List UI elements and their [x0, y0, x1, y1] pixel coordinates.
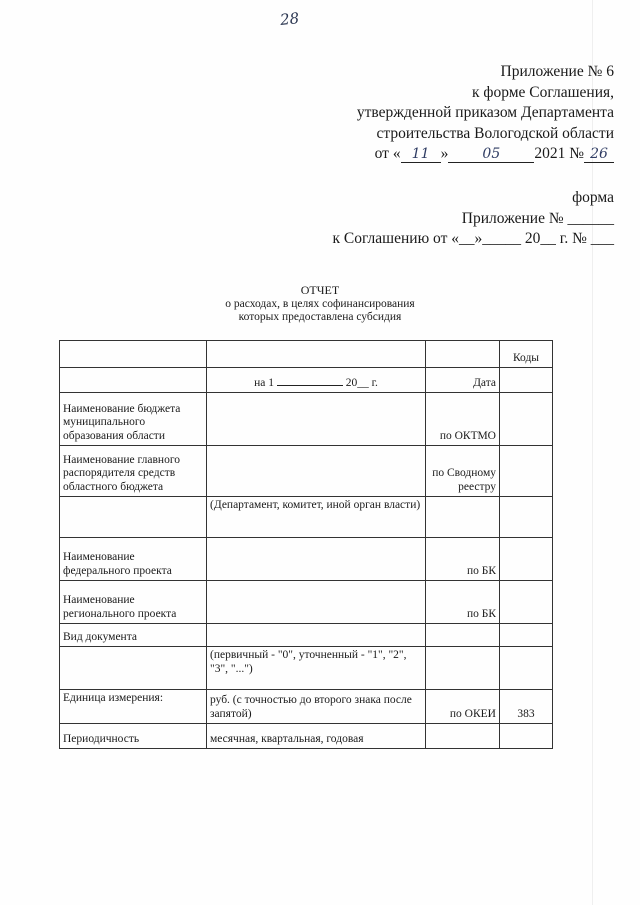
date-label: Дата	[426, 368, 500, 393]
table-row	[60, 368, 553, 393]
approval-block	[357, 62, 614, 165]
okei-code: 383	[500, 690, 553, 724]
approval-line-2: к форме Соглашения,	[472, 83, 614, 101]
periodicity-label: Периодичность	[60, 724, 207, 749]
table-cell	[207, 538, 426, 581]
codes-header: Коды	[500, 341, 553, 368]
table-row	[60, 446, 553, 497]
table-row	[60, 581, 553, 624]
table-row	[60, 690, 553, 724]
table-cell	[207, 393, 426, 446]
report-title-main: ОТЧЕТ	[300, 283, 340, 297]
approval-line-1: Приложение № 6	[500, 63, 614, 80]
grbs-name-label: Наименование главного распорядителя средств областного бюджета	[60, 446, 207, 497]
form-block	[332, 188, 614, 250]
handwritten-number: 26	[584, 146, 614, 163]
bk-code-cell	[500, 538, 553, 581]
table-cell	[500, 647, 553, 690]
svod-code-cell	[500, 446, 553, 497]
oktmo-label: по ОКТМО	[426, 393, 500, 446]
table-cell	[60, 368, 207, 393]
approval-date-line	[357, 144, 614, 165]
report-date-prefix: на 1	[254, 376, 274, 389]
table-cell	[60, 647, 207, 690]
svod-reestr-label: по Сводному реестру	[426, 446, 500, 497]
doc-type-hint: (первичный - "0", уточненный - "1", "2", "3", "...")	[207, 647, 426, 690]
federal-project-label: Наименование федерального проекта	[60, 538, 207, 581]
doc-type-label: Вид документа	[60, 624, 207, 647]
handwritten-page-number: 28	[279, 9, 300, 29]
periodicity-value: месячная, квартальная, годовая	[207, 724, 426, 749]
handwritten-day: 11	[401, 146, 441, 163]
table-cell	[426, 341, 500, 368]
approval-line-3: утвержденной приказом Департамента	[356, 104, 614, 121]
table-row	[60, 724, 553, 749]
table-cell	[426, 647, 500, 690]
table-cell	[207, 446, 426, 497]
bk-label-federal: по БК	[426, 538, 500, 581]
table-row	[60, 393, 553, 446]
okei-label: по ОКЕИ	[426, 690, 500, 724]
table-cell	[500, 624, 553, 647]
unit-value: руб. (с точностью до второго знака после запятой)	[207, 690, 426, 724]
table-row	[60, 497, 553, 538]
report-title-sub2: которых предоставлена субсидия	[238, 311, 402, 323]
table-cell	[500, 724, 553, 749]
report-date-suffix: 20__ г.	[345, 376, 378, 389]
date-prefix: от «	[374, 145, 401, 162]
unit-label: Единица измерения:	[60, 690, 207, 724]
approval-line-4: строительства Вологодской области	[376, 124, 614, 142]
table-cell	[426, 497, 500, 538]
table-cell	[207, 581, 426, 624]
table-row	[60, 624, 553, 647]
table-cell	[500, 497, 553, 538]
bk-code-cell	[500, 581, 553, 624]
budget-name-label: Наименование бюджета муниципального образования области	[60, 393, 207, 446]
table-cell	[207, 624, 426, 647]
table-cell	[207, 341, 426, 368]
form-appendix-line: Приложение № ______	[461, 209, 614, 227]
oktmo-code-cell	[500, 393, 553, 446]
report-title	[0, 284, 640, 325]
report-title-sub1: о расходах, в целях софинансирования	[225, 297, 415, 310]
department-hint: (Департамент, комитет, иной орган власти)	[207, 497, 426, 538]
report-date-blank	[277, 374, 343, 386]
date-code-cell	[500, 368, 553, 393]
table-cell	[426, 724, 500, 749]
report-date-cell	[207, 368, 426, 393]
table-cell	[426, 624, 500, 647]
handwritten-month: 05	[448, 146, 534, 163]
table-row	[60, 538, 553, 581]
form-label: форма	[572, 189, 614, 206]
table-cell	[60, 341, 207, 368]
bk-label-regional: по БК	[426, 581, 500, 624]
table-row	[60, 341, 553, 368]
form-agreement-line: к Соглашению от «__»_____ 20__ г. № ___	[332, 230, 614, 247]
table-row	[60, 647, 553, 690]
date-year-part: 2021 №	[534, 145, 584, 162]
table-cell	[60, 497, 207, 538]
report-table	[59, 340, 553, 749]
regional-project-label: Наименование регионального проекта	[60, 581, 207, 624]
date-mid: »	[440, 145, 449, 162]
